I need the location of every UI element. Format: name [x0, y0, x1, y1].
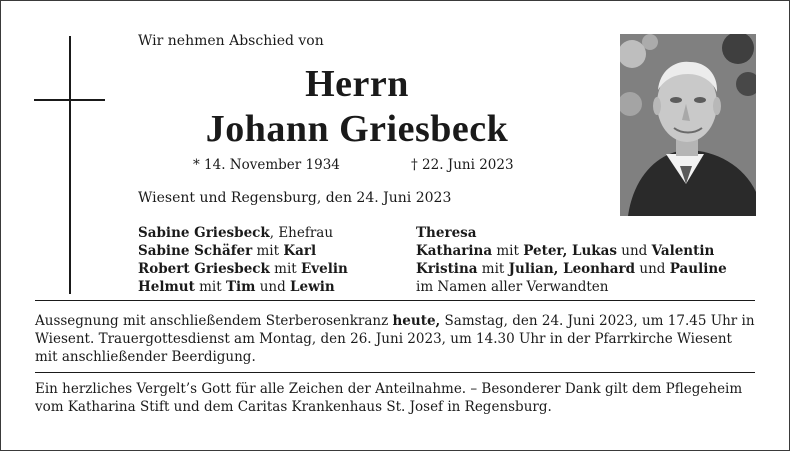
deceased-name: Johann Griesbeck: [205, 108, 509, 150]
mourner-line: Kristina mit Julian, Leonhard und Pauline: [416, 261, 727, 277]
funeral-details: Aussegnung mit anschließendem Sterberosenkranz heute, Samstag, den 24. Juni 2023, um 17.45 Uhr in Wiesent. Trauergottesdienst am Montag, den 26. Juni 2023, um 14.30 Uhr in der Pfarrkirche Wiesent mit anschließender Beerdigung.: [35, 313, 755, 365]
mourner-line: Theresa: [416, 225, 477, 241]
place-date: Wiesent und Regensburg, den 24. Juni 2023: [138, 190, 452, 206]
mourners-right: [416, 224, 727, 296]
intro-text: Wir nehmen Abschied von: [138, 33, 324, 49]
thanks-text: Ein herzliches Vergelt’s Gott für alle Zeichen der Anteilnahme. – Besonderer Dank gilt dem Pflegeheim vom Katharina Stift und dem Caritas Krankenhaus St. Josef in Regensburg.: [35, 381, 743, 415]
portrait-photo: [620, 34, 756, 216]
death-date: † 22. Juni 2023: [411, 157, 514, 173]
salutation: Herrn: [305, 63, 409, 105]
divider: [35, 300, 755, 301]
mourner-line: Helmut mit Tim und Lewin: [138, 279, 335, 295]
birth-date: * 14. November 1934: [193, 157, 340, 173]
portrait-image: [620, 34, 756, 216]
mourner-line: Sabine Griesbeck, Ehefrau: [138, 225, 334, 241]
mourner-line: Katharina mit Peter, Lukas und Valentin: [416, 243, 715, 259]
mourner-line: im Namen aller Verwandten: [416, 279, 609, 295]
mourner-line: Robert Griesbeck mit Evelin: [138, 261, 348, 277]
mourners-left: [138, 224, 348, 296]
divider: [35, 372, 755, 373]
mourner-line: Sabine Schäfer mit Karl: [138, 243, 317, 259]
